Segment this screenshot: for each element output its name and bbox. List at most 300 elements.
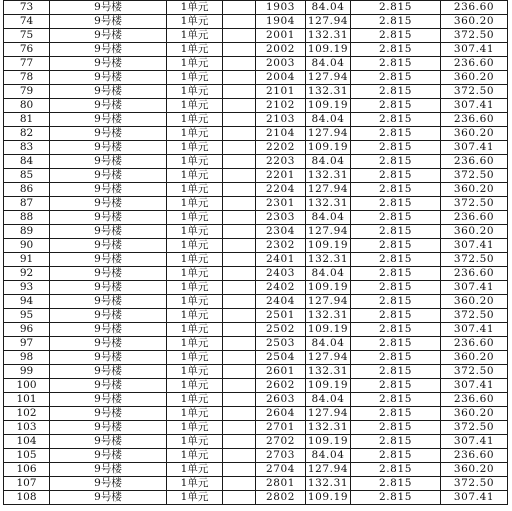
table-row xyxy=(4,365,508,379)
total-price-cell: 360.20 xyxy=(441,225,508,239)
total-price-cell: 307.41 xyxy=(441,43,508,57)
unit-cell: 1单元 xyxy=(167,421,223,435)
area-cell: 84.04 xyxy=(306,337,351,351)
room-number-cell: 2103 xyxy=(256,113,306,127)
building-cell: 9号楼 xyxy=(50,43,167,57)
unit-price-cell: 2.815 xyxy=(351,267,441,281)
total-price-cell: 236.60 xyxy=(441,1,508,15)
unit-cell: 1单元 xyxy=(167,211,223,225)
total-price-cell: 236.60 xyxy=(441,449,508,463)
unit-spacer-cell xyxy=(223,253,256,267)
unit-spacer-cell xyxy=(223,183,256,197)
total-price-cell: 307.41 xyxy=(441,99,508,113)
building-cell: 9号楼 xyxy=(50,169,167,183)
row-number-cell: 84 xyxy=(4,155,50,169)
table-row xyxy=(4,155,508,169)
unit-price-cell: 2.815 xyxy=(351,43,441,57)
room-number-cell: 2601 xyxy=(256,365,306,379)
area-cell: 132.31 xyxy=(306,29,351,43)
table-row xyxy=(4,211,508,225)
unit-price-cell: 2.815 xyxy=(351,239,441,253)
table-row xyxy=(4,309,508,323)
unit-cell: 1单元 xyxy=(167,239,223,253)
room-number-cell: 2001 xyxy=(256,29,306,43)
unit-price-cell: 2.815 xyxy=(351,337,441,351)
row-number-cell: 73 xyxy=(4,1,50,15)
area-cell: 127.94 xyxy=(306,183,351,197)
total-price-cell: 307.41 xyxy=(441,435,508,449)
unit-spacer-cell xyxy=(223,99,256,113)
total-price-cell: 307.41 xyxy=(441,281,508,295)
building-cell: 9号楼 xyxy=(50,253,167,267)
unit-spacer-cell xyxy=(223,155,256,169)
unit-price-cell: 2.815 xyxy=(351,365,441,379)
row-number-cell: 108 xyxy=(4,491,50,505)
table-row xyxy=(4,379,508,393)
total-price-cell: 236.60 xyxy=(441,337,508,351)
total-price-cell: 307.41 xyxy=(441,141,508,155)
unit-spacer-cell xyxy=(223,477,256,491)
building-cell: 9号楼 xyxy=(50,29,167,43)
table-row xyxy=(4,239,508,253)
table-row xyxy=(4,99,508,113)
unit-price-cell: 2.815 xyxy=(351,141,441,155)
building-cell: 9号楼 xyxy=(50,491,167,505)
unit-spacer-cell xyxy=(223,71,256,85)
unit-price-cell: 2.815 xyxy=(351,225,441,239)
area-cell: 84.04 xyxy=(306,113,351,127)
building-cell: 9号楼 xyxy=(50,407,167,421)
unit-spacer-cell xyxy=(223,169,256,183)
area-cell: 132.31 xyxy=(306,365,351,379)
unit-cell: 1单元 xyxy=(167,463,223,477)
room-number-cell: 2204 xyxy=(256,183,306,197)
unit-cell: 1单元 xyxy=(167,267,223,281)
total-price-cell: 372.50 xyxy=(441,169,508,183)
building-cell: 9号楼 xyxy=(50,85,167,99)
building-cell: 9号楼 xyxy=(50,211,167,225)
unit-spacer-cell xyxy=(223,323,256,337)
row-number-cell: 83 xyxy=(4,141,50,155)
total-price-cell: 372.50 xyxy=(441,253,508,267)
room-number-cell: 2402 xyxy=(256,281,306,295)
room-number-cell: 2801 xyxy=(256,477,306,491)
table-row xyxy=(4,197,508,211)
room-number-cell: 2701 xyxy=(256,421,306,435)
row-number-cell: 89 xyxy=(4,225,50,239)
table-row xyxy=(4,463,508,477)
unit-spacer-cell xyxy=(223,141,256,155)
unit-price-cell: 2.815 xyxy=(351,85,441,99)
row-number-cell: 106 xyxy=(4,463,50,477)
unit-spacer-cell xyxy=(223,239,256,253)
row-number-cell: 100 xyxy=(4,379,50,393)
unit-price-cell: 2.815 xyxy=(351,463,441,477)
building-cell: 9号楼 xyxy=(50,1,167,15)
unit-cell: 1单元 xyxy=(167,323,223,337)
unit-price-cell: 2.815 xyxy=(351,393,441,407)
area-cell: 109.19 xyxy=(306,141,351,155)
area-cell: 127.94 xyxy=(306,15,351,29)
building-cell: 9号楼 xyxy=(50,15,167,29)
table-row xyxy=(4,113,508,127)
table-row xyxy=(4,477,508,491)
row-number-cell: 82 xyxy=(4,127,50,141)
building-cell: 9号楼 xyxy=(50,267,167,281)
unit-cell: 1单元 xyxy=(167,113,223,127)
table-row xyxy=(4,253,508,267)
unit-price-cell: 2.815 xyxy=(351,197,441,211)
room-number-cell: 2002 xyxy=(256,43,306,57)
unit-price-cell: 2.815 xyxy=(351,351,441,365)
unit-price-cell: 2.815 xyxy=(351,127,441,141)
area-cell: 109.19 xyxy=(306,435,351,449)
building-cell: 9号楼 xyxy=(50,183,167,197)
area-cell: 132.31 xyxy=(306,477,351,491)
table-row xyxy=(4,337,508,351)
room-number-cell: 2502 xyxy=(256,323,306,337)
table-row xyxy=(4,491,508,505)
table-row xyxy=(4,421,508,435)
room-number-cell: 1904 xyxy=(256,15,306,29)
room-number-cell: 2704 xyxy=(256,463,306,477)
area-cell: 132.31 xyxy=(306,309,351,323)
total-price-cell: 236.60 xyxy=(441,393,508,407)
total-price-cell: 372.50 xyxy=(441,421,508,435)
table-row xyxy=(4,225,508,239)
building-cell: 9号楼 xyxy=(50,393,167,407)
room-number-cell: 2602 xyxy=(256,379,306,393)
table-row xyxy=(4,141,508,155)
row-number-cell: 75 xyxy=(4,29,50,43)
unit-cell: 1单元 xyxy=(167,85,223,99)
total-price-cell: 360.20 xyxy=(441,463,508,477)
price-table xyxy=(3,0,508,505)
unit-cell: 1单元 xyxy=(167,169,223,183)
building-cell: 9号楼 xyxy=(50,197,167,211)
unit-price-cell: 2.815 xyxy=(351,449,441,463)
total-price-cell: 236.60 xyxy=(441,113,508,127)
unit-spacer-cell xyxy=(223,225,256,239)
area-cell: 132.31 xyxy=(306,85,351,99)
unit-price-cell: 2.815 xyxy=(351,183,441,197)
building-cell: 9号楼 xyxy=(50,477,167,491)
unit-price-cell: 2.815 xyxy=(351,323,441,337)
unit-cell: 1单元 xyxy=(167,337,223,351)
total-price-cell: 236.60 xyxy=(441,57,508,71)
unit-cell: 1单元 xyxy=(167,71,223,85)
area-cell: 127.94 xyxy=(306,127,351,141)
building-cell: 9号楼 xyxy=(50,379,167,393)
total-price-cell: 372.50 xyxy=(441,309,508,323)
row-number-cell: 96 xyxy=(4,323,50,337)
total-price-cell: 307.41 xyxy=(441,379,508,393)
price-table-body xyxy=(4,1,508,505)
total-price-cell: 372.50 xyxy=(441,477,508,491)
unit-spacer-cell xyxy=(223,267,256,281)
unit-spacer-cell xyxy=(223,211,256,225)
unit-cell: 1单元 xyxy=(167,225,223,239)
row-number-cell: 79 xyxy=(4,85,50,99)
room-number-cell: 2302 xyxy=(256,239,306,253)
table-row xyxy=(4,183,508,197)
unit-cell: 1单元 xyxy=(167,253,223,267)
unit-price-cell: 2.815 xyxy=(351,309,441,323)
unit-price-cell: 2.815 xyxy=(351,281,441,295)
table-row xyxy=(4,407,508,421)
unit-price-cell: 2.815 xyxy=(351,407,441,421)
row-number-cell: 74 xyxy=(4,15,50,29)
unit-cell: 1单元 xyxy=(167,43,223,57)
row-number-cell: 92 xyxy=(4,267,50,281)
total-price-cell: 372.50 xyxy=(441,85,508,99)
row-number-cell: 95 xyxy=(4,309,50,323)
unit-cell: 1单元 xyxy=(167,127,223,141)
room-number-cell: 2104 xyxy=(256,127,306,141)
unit-spacer-cell xyxy=(223,281,256,295)
unit-price-cell: 2.815 xyxy=(351,1,441,15)
unit-spacer-cell xyxy=(223,113,256,127)
table-row xyxy=(4,281,508,295)
unit-spacer-cell xyxy=(223,15,256,29)
area-cell: 127.94 xyxy=(306,351,351,365)
total-price-cell: 307.41 xyxy=(441,491,508,505)
building-cell: 9号楼 xyxy=(50,351,167,365)
building-cell: 9号楼 xyxy=(50,295,167,309)
building-cell: 9号楼 xyxy=(50,449,167,463)
table-row xyxy=(4,267,508,281)
total-price-cell: 236.60 xyxy=(441,267,508,281)
row-number-cell: 90 xyxy=(4,239,50,253)
building-cell: 9号楼 xyxy=(50,463,167,477)
unit-price-cell: 2.815 xyxy=(351,253,441,267)
unit-price-cell: 2.815 xyxy=(351,379,441,393)
room-number-cell: 2802 xyxy=(256,491,306,505)
building-cell: 9号楼 xyxy=(50,141,167,155)
area-cell: 84.04 xyxy=(306,1,351,15)
area-cell: 109.19 xyxy=(306,239,351,253)
area-cell: 84.04 xyxy=(306,155,351,169)
area-cell: 127.94 xyxy=(306,71,351,85)
unit-spacer-cell xyxy=(223,337,256,351)
room-number-cell: 2503 xyxy=(256,337,306,351)
building-cell: 9号楼 xyxy=(50,309,167,323)
area-cell: 84.04 xyxy=(306,57,351,71)
unit-spacer-cell xyxy=(223,421,256,435)
unit-cell: 1单元 xyxy=(167,29,223,43)
unit-cell: 1单元 xyxy=(167,197,223,211)
total-price-cell: 360.20 xyxy=(441,183,508,197)
building-cell: 9号楼 xyxy=(50,127,167,141)
total-price-cell: 307.41 xyxy=(441,239,508,253)
total-price-cell: 372.50 xyxy=(441,29,508,43)
unit-cell: 1单元 xyxy=(167,309,223,323)
row-number-cell: 103 xyxy=(4,421,50,435)
room-number-cell: 2703 xyxy=(256,449,306,463)
unit-cell: 1单元 xyxy=(167,183,223,197)
room-number-cell: 2201 xyxy=(256,169,306,183)
unit-price-cell: 2.815 xyxy=(351,491,441,505)
area-cell: 127.94 xyxy=(306,225,351,239)
area-cell: 132.31 xyxy=(306,421,351,435)
unit-price-cell: 2.815 xyxy=(351,169,441,183)
area-cell: 132.31 xyxy=(306,197,351,211)
unit-price-cell: 2.815 xyxy=(351,99,441,113)
area-cell: 109.19 xyxy=(306,379,351,393)
unit-spacer-cell xyxy=(223,393,256,407)
unit-spacer-cell xyxy=(223,449,256,463)
unit-spacer-cell xyxy=(223,463,256,477)
row-number-cell: 88 xyxy=(4,211,50,225)
unit-price-cell: 2.815 xyxy=(351,15,441,29)
unit-spacer-cell xyxy=(223,127,256,141)
table-row xyxy=(4,449,508,463)
unit-spacer-cell xyxy=(223,351,256,365)
room-number-cell: 2301 xyxy=(256,197,306,211)
total-price-cell: 307.41 xyxy=(441,323,508,337)
area-cell: 109.19 xyxy=(306,491,351,505)
building-cell: 9号楼 xyxy=(50,239,167,253)
room-number-cell: 2603 xyxy=(256,393,306,407)
table-row xyxy=(4,323,508,337)
room-number-cell: 2101 xyxy=(256,85,306,99)
row-number-cell: 81 xyxy=(4,113,50,127)
total-price-cell: 360.20 xyxy=(441,295,508,309)
row-number-cell: 105 xyxy=(4,449,50,463)
unit-cell: 1单元 xyxy=(167,477,223,491)
row-number-cell: 78 xyxy=(4,71,50,85)
building-cell: 9号楼 xyxy=(50,71,167,85)
room-number-cell: 2203 xyxy=(256,155,306,169)
unit-cell: 1单元 xyxy=(167,281,223,295)
unit-price-cell: 2.815 xyxy=(351,113,441,127)
total-price-cell: 236.60 xyxy=(441,155,508,169)
unit-cell: 1单元 xyxy=(167,407,223,421)
total-price-cell: 360.20 xyxy=(441,15,508,29)
table-row xyxy=(4,1,508,15)
unit-price-cell: 2.815 xyxy=(351,155,441,169)
room-number-cell: 2604 xyxy=(256,407,306,421)
unit-cell: 1单元 xyxy=(167,351,223,365)
area-cell: 132.31 xyxy=(306,253,351,267)
unit-spacer-cell xyxy=(223,365,256,379)
room-number-cell: 2504 xyxy=(256,351,306,365)
building-cell: 9号楼 xyxy=(50,323,167,337)
row-number-cell: 85 xyxy=(4,169,50,183)
building-cell: 9号楼 xyxy=(50,155,167,169)
row-number-cell: 97 xyxy=(4,337,50,351)
building-cell: 9号楼 xyxy=(50,435,167,449)
unit-price-cell: 2.815 xyxy=(351,421,441,435)
row-number-cell: 107 xyxy=(4,477,50,491)
total-price-cell: 360.20 xyxy=(441,351,508,365)
unit-cell: 1单元 xyxy=(167,393,223,407)
room-number-cell: 2403 xyxy=(256,267,306,281)
unit-cell: 1单元 xyxy=(167,155,223,169)
unit-price-cell: 2.815 xyxy=(351,57,441,71)
row-number-cell: 91 xyxy=(4,253,50,267)
room-number-cell: 2304 xyxy=(256,225,306,239)
row-number-cell: 77 xyxy=(4,57,50,71)
room-number-cell: 2202 xyxy=(256,141,306,155)
unit-cell: 1单元 xyxy=(167,141,223,155)
row-number-cell: 104 xyxy=(4,435,50,449)
area-cell: 84.04 xyxy=(306,211,351,225)
unit-cell: 1单元 xyxy=(167,435,223,449)
table-row xyxy=(4,127,508,141)
unit-price-cell: 2.815 xyxy=(351,435,441,449)
unit-spacer-cell xyxy=(223,29,256,43)
building-cell: 9号楼 xyxy=(50,281,167,295)
building-cell: 9号楼 xyxy=(50,57,167,71)
row-number-cell: 94 xyxy=(4,295,50,309)
table-row xyxy=(4,393,508,407)
room-number-cell: 2003 xyxy=(256,57,306,71)
area-cell: 109.19 xyxy=(306,43,351,57)
unit-price-cell: 2.815 xyxy=(351,29,441,43)
room-number-cell: 2702 xyxy=(256,435,306,449)
row-number-cell: 99 xyxy=(4,365,50,379)
building-cell: 9号楼 xyxy=(50,365,167,379)
building-cell: 9号楼 xyxy=(50,113,167,127)
total-price-cell: 372.50 xyxy=(441,197,508,211)
unit-cell: 1单元 xyxy=(167,295,223,309)
row-number-cell: 87 xyxy=(4,197,50,211)
room-number-cell: 2004 xyxy=(256,71,306,85)
room-number-cell: 2303 xyxy=(256,211,306,225)
area-cell: 132.31 xyxy=(306,169,351,183)
unit-cell: 1单元 xyxy=(167,449,223,463)
total-price-cell: 360.20 xyxy=(441,71,508,85)
unit-spacer-cell xyxy=(223,407,256,421)
building-cell: 9号楼 xyxy=(50,99,167,113)
area-cell: 84.04 xyxy=(306,449,351,463)
row-number-cell: 98 xyxy=(4,351,50,365)
unit-price-cell: 2.815 xyxy=(351,211,441,225)
area-cell: 109.19 xyxy=(306,281,351,295)
table-row xyxy=(4,57,508,71)
row-number-cell: 93 xyxy=(4,281,50,295)
room-number-cell: 2404 xyxy=(256,295,306,309)
unit-price-cell: 2.815 xyxy=(351,477,441,491)
table-row xyxy=(4,15,508,29)
total-price-cell: 360.20 xyxy=(441,127,508,141)
unit-cell: 1单元 xyxy=(167,379,223,393)
table-row xyxy=(4,71,508,85)
building-cell: 9号楼 xyxy=(50,421,167,435)
unit-spacer-cell xyxy=(223,85,256,99)
table-row xyxy=(4,351,508,365)
room-number-cell: 2401 xyxy=(256,253,306,267)
unit-cell: 1单元 xyxy=(167,491,223,505)
unit-spacer-cell xyxy=(223,295,256,309)
area-cell: 127.94 xyxy=(306,463,351,477)
area-cell: 109.19 xyxy=(306,99,351,113)
total-price-cell: 236.60 xyxy=(441,211,508,225)
unit-cell: 1单元 xyxy=(167,365,223,379)
unit-cell: 1单元 xyxy=(167,15,223,29)
table-row xyxy=(4,169,508,183)
total-price-cell: 372.50 xyxy=(441,365,508,379)
row-number-cell: 101 xyxy=(4,393,50,407)
unit-price-cell: 2.815 xyxy=(351,71,441,85)
row-number-cell: 76 xyxy=(4,43,50,57)
unit-cell: 1单元 xyxy=(167,99,223,113)
building-cell: 9号楼 xyxy=(50,337,167,351)
unit-price-cell: 2.815 xyxy=(351,295,441,309)
table-row xyxy=(4,435,508,449)
unit-spacer-cell xyxy=(223,57,256,71)
